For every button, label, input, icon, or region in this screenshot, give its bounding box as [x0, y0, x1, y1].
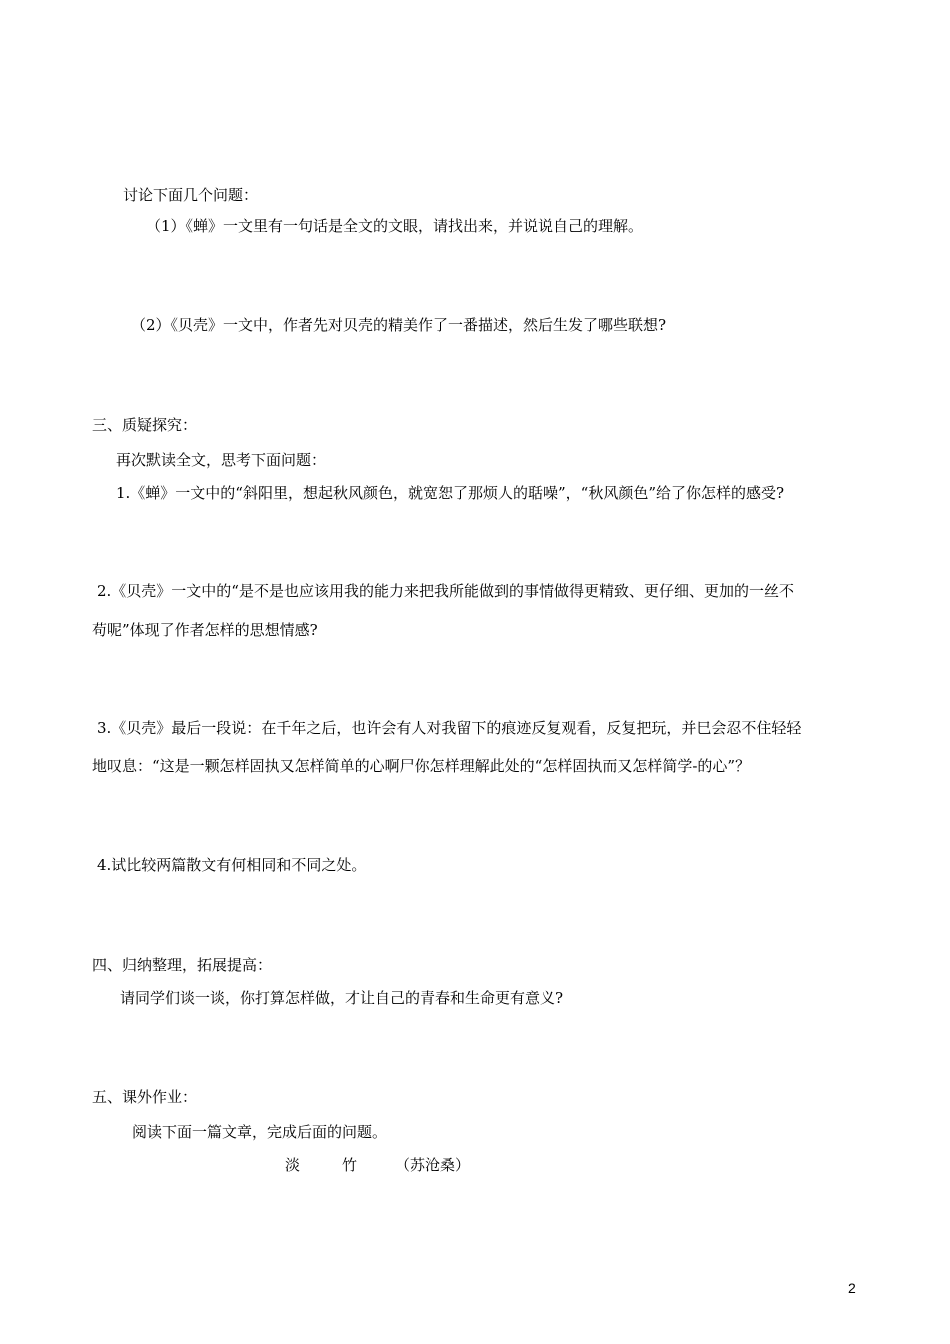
section-3-heading: 三、质疑探究： [92, 416, 198, 434]
section-5-heading: 五、课外作业： [92, 1088, 198, 1106]
page-number: 2 [848, 1280, 856, 1296]
section-5-instruction: 阅读下面一篇文章，完成后面的问题。 [132, 1123, 388, 1141]
article-title-row [285, 1155, 470, 1175]
section-3-question-2-line-1: 2.《贝壳》一文中的“是不是也应该用我的能力来把我所能做到的事情做得更精致、更仔细、更加的一丝不 [97, 582, 794, 600]
section-3-question-3-line-1: 3.《贝壳》最后一段说：在千年之后，也许会有人对我留下的痕迹反复观看，反复把玩，并巳会忍不住轻轻 [97, 719, 802, 737]
section-3-question-4: 4.试比较两篇散文有何相同和不同之处。 [97, 856, 367, 874]
article-title-char-1: 淡 [285, 1156, 301, 1174]
section-3-question-1: 1.《蝉》一文中的“斜阳里，想起秋风颜色，就宽恕了那烦人的聒噪”，“秋风颜色”给了你怎样的感受? [116, 484, 785, 502]
article-author: （苏沧桑） [395, 1156, 471, 1174]
discussion-question-2: （2）《贝壳》一文中，作者先对贝壳的精美作了一番描述，然后生发了哪些联想? [131, 316, 667, 334]
section-3-question-2-line-2: 苟呢”体现了作者怎样的思想情感? [92, 621, 318, 639]
section-4-prompt: 请同学们谈一谈，你打算怎样做，才让自己的青春和生命更有意义? [120, 989, 564, 1007]
discussion-question-1: （1）《蝉》一文里有一句话是全文的文眼，请找出来，并说说自己的理解。 [146, 217, 644, 235]
section-3-intro: 再次默读全文，思考下面问题： [116, 451, 327, 469]
section-3-question-3-line-2: 地叹息：“这是一颗怎样固执又怎样简单的心啊尸你怎样理解此处的“怎样固执而又怎样简学-的心”？ [92, 757, 751, 775]
section-4-heading: 四、归纳整理，拓展提高： [92, 956, 273, 974]
article-title-char-2: 竹 [342, 1156, 358, 1174]
discussion-intro: 讨论下面几个问题： [123, 186, 259, 204]
